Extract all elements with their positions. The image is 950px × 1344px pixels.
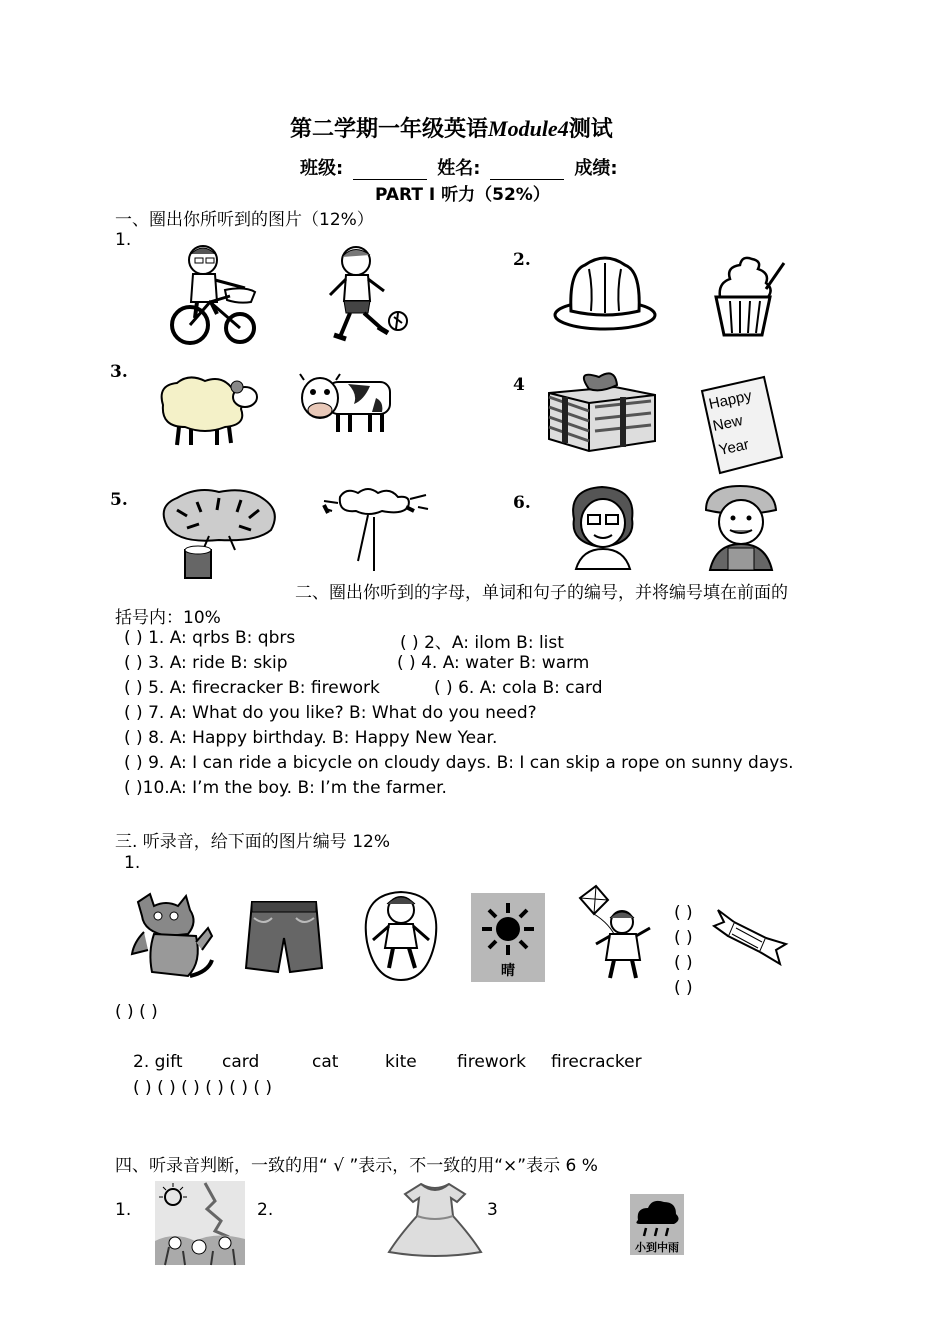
word-option: card — [222, 1052, 260, 1072]
firecracker-icon[interactable] — [322, 485, 430, 573]
card-text: Year — [717, 435, 751, 459]
title-cn-suffix: 测试 — [568, 117, 613, 142]
section3-heading: 三. 听录音，给下面的图片编号 12% — [115, 832, 390, 852]
answer-paren[interactable]: ( ) — [674, 978, 693, 998]
name-field[interactable] — [490, 161, 564, 180]
card-text: New — [711, 412, 745, 435]
question-item[interactable]: ( ) 6. A: cola B: card — [434, 678, 603, 698]
shorts-icon[interactable] — [244, 898, 324, 976]
farmer-portrait-icon[interactable] — [702, 482, 780, 570]
answer-paren[interactable]: ( ) — [674, 903, 693, 923]
boy-flying-kite-icon[interactable] — [570, 884, 662, 982]
jelly-icon[interactable] — [553, 253, 658, 333]
title-module: Module4 — [488, 116, 569, 141]
class-field[interactable] — [353, 161, 427, 180]
rain-label: 小到中雨 — [635, 1241, 679, 1254]
part1-heading: PART Ⅰ 听力（52%） — [375, 185, 550, 205]
sheep-icon[interactable] — [155, 375, 260, 447]
light-to-moderate-rain-icon[interactable] — [630, 1194, 684, 1255]
boy-portrait-icon[interactable] — [566, 483, 641, 569]
item-number: 2. — [257, 1200, 274, 1220]
item-number: 2. — [513, 250, 531, 270]
girl-skipping-rope-icon[interactable] — [357, 884, 445, 982]
item-number: 1. — [115, 230, 132, 250]
item-number: 5. — [110, 490, 128, 510]
title-cn-prefix: 第二学期一年级英语 — [290, 117, 489, 142]
word-option: firecracker — [551, 1052, 642, 1072]
item-number: 4 — [513, 375, 525, 395]
sunny-weather-icon[interactable] — [471, 893, 545, 982]
gift-box-icon[interactable] — [545, 367, 660, 452]
item-number: 3. — [110, 362, 128, 382]
answer-parens-row[interactable]: ( ) ( ) — [115, 1002, 158, 1022]
garden-scene-icon[interactable] — [155, 1181, 245, 1265]
word-option: kite — [385, 1052, 417, 1072]
item-number: 3 — [487, 1200, 498, 1220]
section1-heading: 一、圈出你所听到的图片（12%） — [115, 210, 374, 230]
page-title — [290, 112, 613, 143]
section4-heading: 四、听录音判断，一致的用“ √ ”表示，不一致的用“×”表示 6 % — [115, 1156, 598, 1176]
ice-cream-icon[interactable] — [708, 253, 788, 337]
boy-riding-bicycle-icon[interactable] — [155, 240, 270, 352]
question-item[interactable]: ( )10.A: I’m the boy. B: I’m the farmer. — [124, 778, 447, 798]
dress-icon[interactable] — [387, 1180, 483, 1256]
word-option: 2. gift — [133, 1052, 183, 1072]
score-label: 成绩: — [574, 158, 618, 179]
answer-parens-row[interactable]: ( ) ( ) ( ) ( ) ( ) ( ) — [133, 1078, 273, 1098]
item-number: 6. — [513, 493, 531, 513]
item-number: 1. — [124, 853, 141, 873]
wolf-icon[interactable] — [128, 892, 216, 982]
name-label: 姓名: — [437, 158, 481, 179]
sunny-label: 晴 — [501, 963, 515, 979]
question-item[interactable]: ( ) 8. A: Happy birthday. B: Happy New Year. — [124, 728, 498, 748]
item-number: 1. — [115, 1200, 132, 1220]
word-option: firework — [457, 1052, 526, 1072]
boy-kicking-ball-icon[interactable] — [318, 243, 410, 345]
question-item[interactable]: ( ) 4. A: water B: warm — [397, 653, 590, 673]
happy-new-year-card-icon[interactable] — [700, 375, 784, 475]
question-item[interactable]: ( ) 9. A: I can ride a bicycle on cloudy days. B: I can skip a rope on sunny days. — [124, 753, 794, 773]
question-item[interactable]: ( ) 7. A: What do you like? B: What do you need? — [124, 703, 537, 723]
student-info-line — [300, 154, 618, 180]
answer-paren[interactable]: ( ) — [674, 953, 693, 973]
class-label: 班级: — [300, 158, 344, 179]
candy-icon[interactable] — [712, 908, 788, 966]
section2-heading-line1: 二、圈出你听到的字母，单词和句子的编号，并将编号填在前面的 — [295, 583, 788, 603]
answer-paren[interactable]: ( ) — [674, 928, 693, 948]
question-item[interactable]: ( ) 5. A: firecracker B: firework — [124, 678, 380, 698]
question-item[interactable]: ( ) 3. A: ride B: skip — [124, 653, 288, 673]
card-text: Happy — [707, 387, 754, 413]
section2-heading-line2: 括号内：10% — [115, 608, 221, 628]
question-item[interactable]: ( ) 1. A: qrbs B: qbrs — [124, 628, 296, 648]
word-option: cat — [312, 1052, 339, 1072]
question-item[interactable]: ( ) 2、A: ilom B: list — [400, 633, 564, 653]
firework-icon[interactable] — [157, 486, 282, 582]
cow-icon[interactable] — [298, 372, 393, 434]
